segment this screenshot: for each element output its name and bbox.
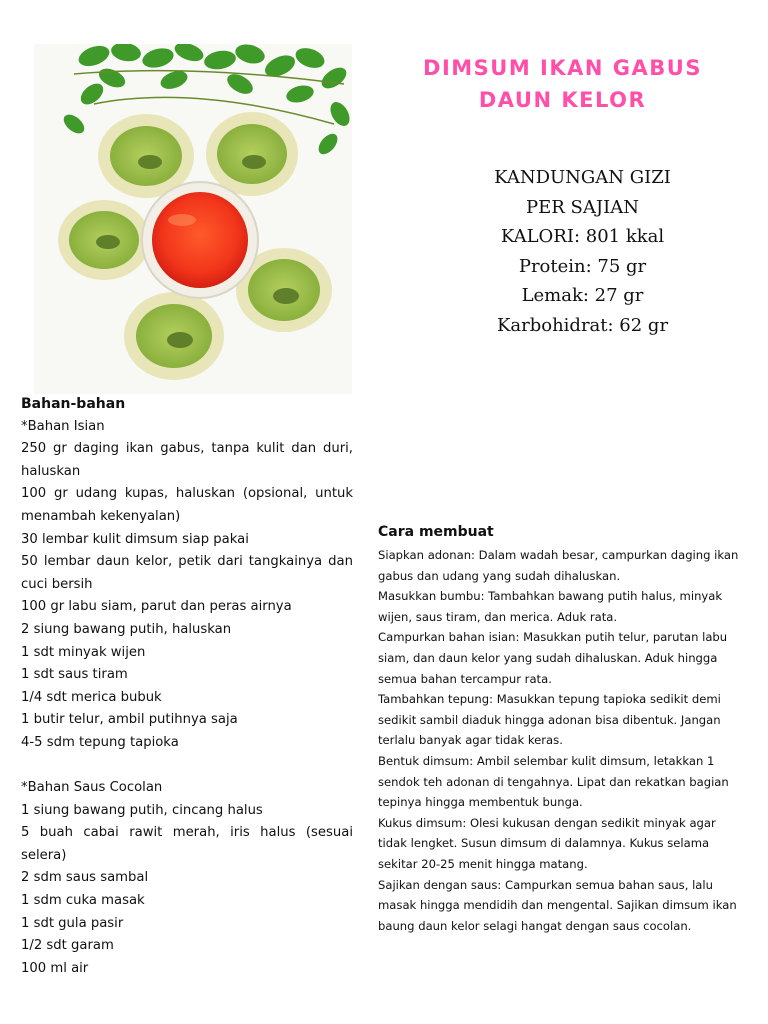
title-line-1: DIMSUM IKAN GABUS <box>423 56 702 80</box>
step-item: Siapkan adonan: Dalam wadah besar, campurkan daging ikan gabus dan udang yang sudah dihaluskan. <box>378 548 739 583</box>
ingredient-item: 4-5 sdm tepung tapioka <box>21 734 179 750</box>
nutrition-per-serving: PER SAJIAN <box>526 196 639 218</box>
step-item: Bentuk dimsum: Ambil selembar kulit dimsum, letakkan 1 sendok teh adonan di tengahnya. Lipat dan rekatkan bagian tepinya hingga membentuk bunga. <box>378 753 729 810</box>
ingredient-item: 1 butir telur, ambil putihnya saja <box>21 712 238 728</box>
nutrition-fat: Lemak: 27 gr <box>521 285 644 306</box>
recipe-title <box>390 52 735 116</box>
nutrition-calories: KALORI: 801 kkal <box>500 226 665 247</box>
title-line-2: DAUN KELOR <box>478 88 647 112</box>
ingredient-item: 100 gr labu siam, parut dan peras airnya <box>21 599 292 615</box>
step-item: Campurkan bahan isian: Masukkan putih telur, parutan labu siam, dan daun kelor yang sudah dihaluskan. Aduk hingga semua bahan tercampur rata. <box>378 630 728 686</box>
steps-section <box>378 520 746 936</box>
sauce-cup <box>142 182 258 298</box>
sauce-item: 1/2 sdt garam <box>21 938 114 954</box>
ingredient-item: 50 lembar daun kelor, petik dari tangkainya dan cuci bersih <box>21 554 353 592</box>
sauce-item: 100 ml air <box>21 960 89 976</box>
ingredient-item: 1/4 sdt merica bubuk <box>21 689 162 705</box>
ingredient-item: 1 sdt minyak wijen <box>21 644 146 660</box>
nutrition-carbs: Karbohidrat: 62 gr <box>496 314 669 336</box>
ingredient-item: 2 siung bawang putih, haluskan <box>21 621 232 637</box>
ingredients-heading: Bahan-bahan <box>21 396 126 412</box>
ingredient-item: 250 gr daging ikan gabus, tanpa kulit dan duri, haluskan <box>21 441 353 479</box>
step-item: Sajikan dengan saus: Campurkan semua bahan saus, lalu masak hingga mendidih dan mengental. Sajikan dimsum ikan baung daun kelor selagi hangat dengan saus cocolan. <box>378 877 737 933</box>
nutrition-heading: KANDUNGAN GIZI <box>494 167 671 188</box>
nutrition-protein: Protein: 75 gr <box>518 255 647 277</box>
dimsum-photo <box>34 44 352 394</box>
step-item: Tambahkan tepung: Masukkan tepung tapioka sedikit demi sedikit sambil diaduk hingga adonan bisa dibentuk. Jangan terlalu banyak agar tidak keras. <box>378 692 721 748</box>
step-item: Kukus dimsum: Olesi kukusan dengan sedikit minyak agar tidak lengket. Susun dimsum di dalamnya. Kukus selama sekitar 20-25 menit hingga matang. <box>378 815 716 871</box>
sauce-item: 5 buah cabai rawit merah, iris halus (sesuai selera) <box>21 825 353 863</box>
sauce-item: 2 sdm saus sambal <box>21 870 149 886</box>
section-gap <box>21 755 353 778</box>
ingredient-item: 30 lembar kulit dimsum siap pakai <box>21 531 249 547</box>
steps-heading: Cara membuat <box>378 524 494 540</box>
dimsum-illustration <box>34 44 352 394</box>
sauce-item: 1 sdm cuka masak <box>21 893 145 909</box>
ingredient-item: 1 sdt saus tiram <box>21 667 128 683</box>
ingredient-item: 100 gr udang kupas, haluskan (opsional, untuk menambah kekenyalan) <box>21 486 353 524</box>
ingredients-section <box>21 393 353 980</box>
sauce-item: 1 sdt gula pasir <box>21 915 124 931</box>
nutrition-info <box>440 163 725 340</box>
sauce-item: 1 siung bawang putih, cincang halus <box>21 802 263 818</box>
step-item: Masukkan bumbu: Tambahkan bawang putih halus, minyak wijen, saus tiram, dan merica. Aduk rata. <box>378 589 723 624</box>
sauce-heading: *Bahan Saus Cocolan <box>21 780 163 796</box>
filling-heading: *Bahan Isian <box>21 418 105 434</box>
